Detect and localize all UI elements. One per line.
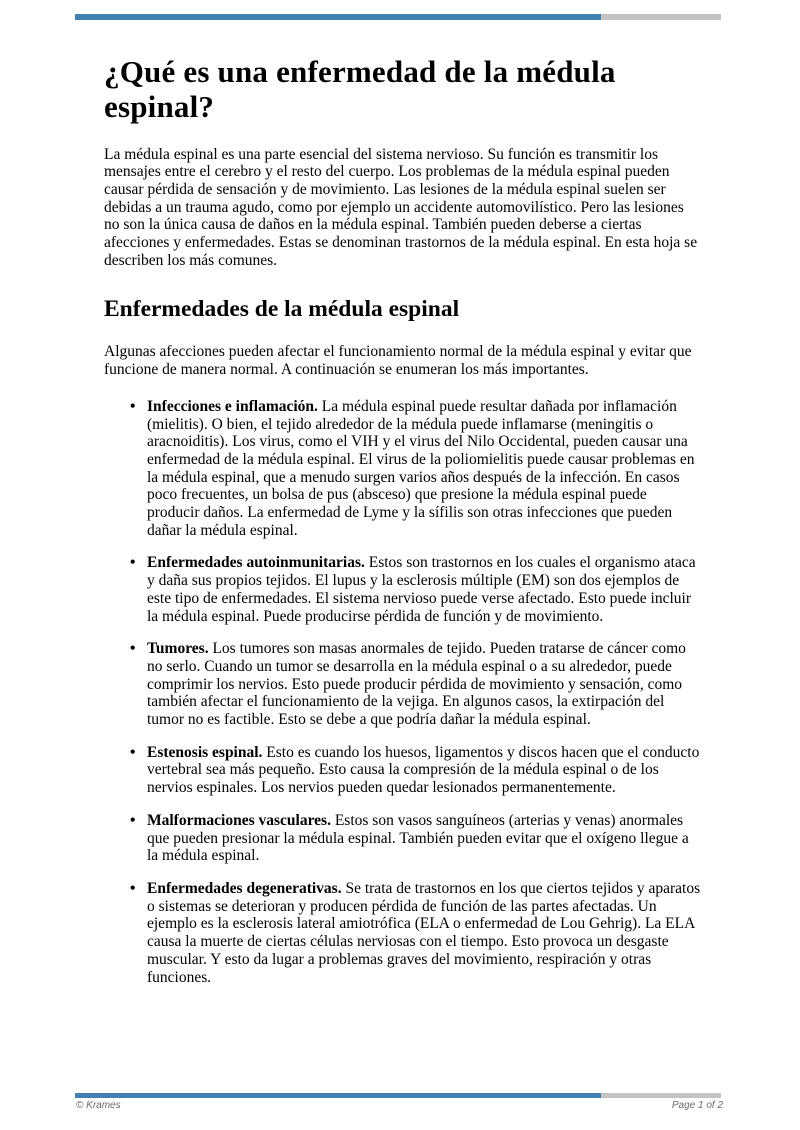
bullet-icon bbox=[130, 880, 135, 898]
list-item bbox=[130, 554, 703, 625]
bullet-icon bbox=[130, 398, 135, 416]
footer-rule bbox=[75, 1093, 721, 1098]
list-item bbox=[130, 812, 703, 865]
list-item bbox=[130, 398, 703, 540]
list-item bbox=[130, 640, 703, 729]
disease-list bbox=[104, 398, 703, 986]
list-item-text: Estos son trastornos en los cuales el organismo ataca y daña sus propios tejidos. El lupus y la esclerosis múltiple (EM) son dos ejemplos de este tipo de enfermedades. El sistema nervioso puede verse afectado. Esto puede incluir la médula espinal. Puede producirse pérdida de función y de movimiento. bbox=[147, 554, 696, 625]
page-footer bbox=[76, 1100, 723, 1111]
list-item-text: Estos son vasos sanguíneos (arterias y venas) anormales que pueden presionar la médula espinal. También pueden evitar que el oxígeno llegue a la médula espinal. bbox=[147, 811, 689, 865]
document-body bbox=[104, 0, 703, 1001]
bullet-icon bbox=[130, 554, 135, 572]
intro-paragraph: La médula espinal es una parte esencial del sistema nervioso. Su función es transmitir los mensajes entre el cerebro y el resto del cuerpo. Los problemas de la médula espinal pueden causar pérdida de sensación y de movimiento. Las lesiones de la médula espinal suelen ser debidas a un trauma agudo, como por ejemplo un accidente automovilístico. Pero las lesiones no son la única causa de daños en la médula espinal. También pueden deberse a ciertas afecciones y enfermedades. Estas se denominan trastornos de la médula espinal. En esta hoja se describen los más comunes. bbox=[104, 145, 698, 269]
section-intro-paragraph: Algunas afecciones pueden afectar el funcionamiento normal de la médula espinal y evitar que funcione de manera normal. A continuación se enumeran los más importantes. bbox=[104, 343, 692, 379]
list-item-text: Esto es cuando los huesos, ligamentos y discos hacen que el conducto vertebral sea más pequeño. Esto causa la compresión de la médula espinal o de los nervios espinales. Los nervios pueden quedar lesionados permanentemente. bbox=[147, 743, 700, 797]
page-title: ¿Qué es una enfermedad de la médula espinal? bbox=[104, 54, 616, 125]
list-item-lead: Enfermedades autoinmunitarias. bbox=[147, 554, 365, 572]
list-item-text: La médula espinal puede resultar dañada por inflamación (mielitis). O bien, el tejido alrededor de la médula puede inflamarse (meningitis o aracnoiditis). Los virus, como el VIH y el virus del Nilo Occidental, pueden causar una enfermedad de la médula espinal. El virus de la poliomielitis puede causar problemas en la médula espinal, que a menudo surgen varios años después de la infección. En casos poco frecuentes, un bolsa de pus (absceso) que presione la médula espinal puede producir daños. La enfermedad de Lyme y la sífilis son otras infecciones que pueden dañar la médula espinal. bbox=[147, 397, 695, 539]
list-item bbox=[130, 880, 703, 986]
list-item-lead: Malformaciones vasculares. bbox=[147, 811, 331, 829]
list-item-text: Se trata de trastornos en los que ciertos tejidos y aparatos o sistemas se deterioran y producen pérdida de función de las partes afectadas. Un ejemplo es la esclerosis lateral amiotrófica (ELA o enfermedad de Lou Gehrig). La ELA causa la muerte de ciertas células nerviosas con el tiempo. Esto provoca un desgaste muscular. Y esto da lugar a problemas graves del movimiento, respiración y otras funciones. bbox=[147, 880, 701, 986]
bullet-icon bbox=[130, 812, 135, 830]
page-number: Page 1 of 2 bbox=[671, 1100, 723, 1111]
footer-rule-blue-segment bbox=[75, 1093, 601, 1098]
bullet-icon bbox=[130, 744, 135, 762]
footer-rule-gray-segment bbox=[601, 1093, 721, 1098]
list-item bbox=[130, 744, 703, 797]
bullet-icon bbox=[130, 640, 135, 658]
list-item-lead: Infecciones e inflamación. bbox=[147, 397, 318, 415]
list-item-lead: Tumores. bbox=[147, 640, 209, 658]
list-item-lead: Enfermedades degenerativas. bbox=[147, 880, 342, 897]
list-item-lead: Estenosis espinal. bbox=[147, 743, 263, 761]
section-heading: Enfermedades de la médula espinal bbox=[104, 295, 460, 322]
copyright-text: © Krames bbox=[76, 1100, 121, 1111]
list-item-text: Los tumores son masas anormales de tejido. Pueden tratarse de cáncer como no serlo. Cuando un tumor se desarrolla en la médula espinal o a su alrededor, puede comprimir los nervios. Esto puede producir pérdida de movimiento y sensación, como también afectar el funcionamiento de la vejiga. En algunos casos, la extirpación del tumor no es factible. Esto se debe a que podría dañar la médula espinal. bbox=[147, 640, 686, 729]
